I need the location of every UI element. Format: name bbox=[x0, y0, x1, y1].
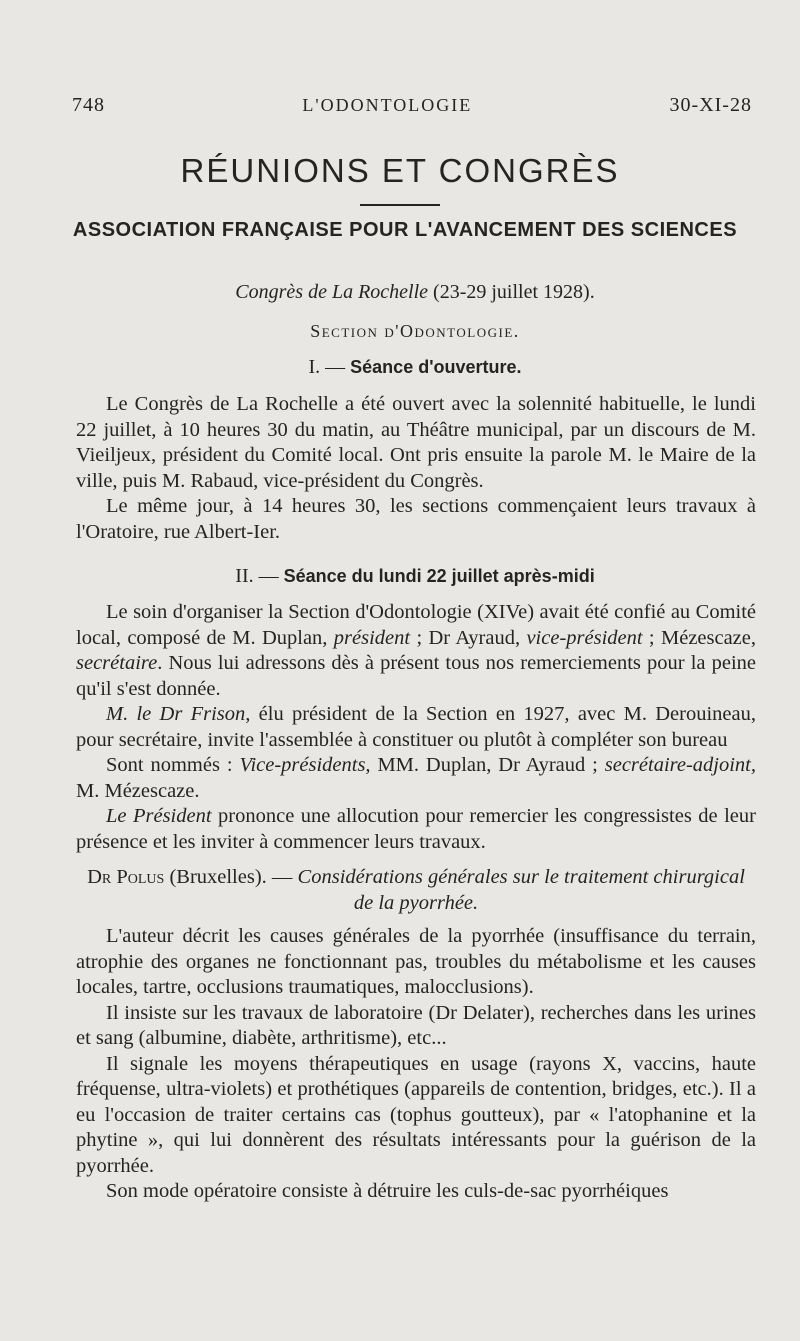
journal-title: L'ODONTOLOGIE bbox=[302, 95, 473, 115]
text-run: vice-président bbox=[526, 626, 643, 649]
paragraph bbox=[76, 753, 756, 804]
page-title: RÉUNIONS ET CONGRÈS bbox=[180, 152, 620, 189]
text-run: président bbox=[333, 626, 411, 649]
seance-1-label: Séance d'ouverture. bbox=[350, 357, 522, 377]
page-number: 748 bbox=[72, 94, 105, 116]
seance-1-heading bbox=[0, 356, 800, 379]
section-title: Section d'Odontologie. bbox=[310, 321, 520, 341]
seance-2-number: II. — bbox=[235, 565, 284, 587]
seance-1-number: I. — bbox=[308, 356, 351, 378]
text-run: M. Mézescaze. bbox=[76, 779, 200, 802]
association-heading: ASSOCIATION FRANÇAISE POUR L'AVANCEMENT DES SCIENCES bbox=[72, 219, 738, 241]
paragraph: Le Congrès de La Rochelle a été ouvert avec la solennité habituelle, le lundi 22 juillet, à 10 heures 30 du matin, au Théâtre municipal, par un discours de M. Vieiljeux, président du Comité local. Ont pris ensuite la parole M. le Maire de la ville, puis M. Rabaud, vice-président du Congrès. bbox=[76, 393, 756, 492]
text-run: secrétaire bbox=[76, 652, 158, 674]
paragraph: Il insiste sur les travaux de laboratoire (Dr Delater), recherches dans les urines et sang (albumine, diabète, arthritisme), etc... bbox=[76, 1001, 756, 1049]
text-run: Sont nommés : bbox=[106, 754, 240, 776]
text-run: M. le Dr Frison, bbox=[106, 703, 251, 725]
paragraph: Son mode opératoire consiste à détruire les culs-de-sac pyorrhéiques bbox=[106, 1180, 669, 1202]
paragraph: Le même jour, à 14 heures 30, les sections commençaient leurs travaux à l'Oratoire, rue Albert-Ier. bbox=[76, 495, 756, 543]
paragraph: L'auteur décrit les causes générales de la pyorrhée (insuffisance du terrain, atrophie des organes ne fonctionnant pas, troubles du métabolisme et les causes locales, tartre, occlusions traumatiques, malocclusions). bbox=[76, 925, 756, 998]
seance-2-label: Séance du lundi 22 juillet après-midi bbox=[283, 566, 595, 586]
title-rule bbox=[360, 204, 440, 206]
text-run: Vice-présidents, bbox=[239, 754, 371, 776]
communication-heading bbox=[76, 865, 756, 916]
paragraph bbox=[76, 804, 756, 855]
text-run: Le soin d'organiser la Section d'Odontologie (XIVe) avait été confié au Comité local, composé de M. Duplan, bbox=[76, 601, 756, 649]
author-city: (Bruxelles). — bbox=[164, 866, 298, 888]
text-run: . Nous lui adressons dès à présent tous nos remerciements pour la peine qu'il s'est donnée. bbox=[76, 652, 756, 700]
paragraph bbox=[76, 702, 756, 753]
text-run: ; Mézescaze, bbox=[642, 626, 757, 649]
congress-dates: (23-29 juillet 1928). bbox=[428, 281, 595, 303]
paragraph bbox=[76, 600, 756, 702]
running-head bbox=[72, 94, 752, 117]
issue-date: 30-XI-28 bbox=[669, 94, 752, 116]
author-name: Dr Polus bbox=[87, 866, 165, 888]
paragraph: Il signale les moyens thérapeutiques en usage (rayons X, vaccins, haute fréquense, ultra-violets) et prothétiques (appareils de contention, bridges, etc.). Il a eu l'occasion de traiter certains cas (tophus goutteux), par « l'atophanine et la phytine », qui lui donnèrent des résultats intéressants pour la guérison de la pyorrhée. bbox=[76, 1052, 756, 1177]
text-run: MM. Duplan, Dr Ayraud ; bbox=[370, 754, 605, 776]
text-run: prononce une allocution pour remercier les congressistes de leur présence et les inviter à commencer leurs travaux. bbox=[76, 805, 756, 853]
text-run: secrétaire-adjoint, bbox=[604, 754, 756, 776]
spacer bbox=[76, 916, 756, 924]
seance-2-heading bbox=[0, 565, 800, 588]
text-run: Le Président bbox=[106, 805, 212, 827]
communication-title: Considérations générales sur le traitement chirurgical de la pyorrhée. bbox=[297, 866, 745, 914]
text-run: élu président de la Section en 1927, avec M. Derouineau, pour secrétaire, invite l'assemblée à constituer ou plutôt à compléter son bureau bbox=[76, 703, 757, 751]
congress-name: Congrès de La Rochelle bbox=[235, 281, 429, 303]
congress-line bbox=[0, 281, 800, 304]
body-block-1 bbox=[76, 392, 756, 545]
body-block-2 bbox=[76, 600, 756, 1205]
text-run: ; Dr Ayraud, bbox=[410, 626, 527, 649]
